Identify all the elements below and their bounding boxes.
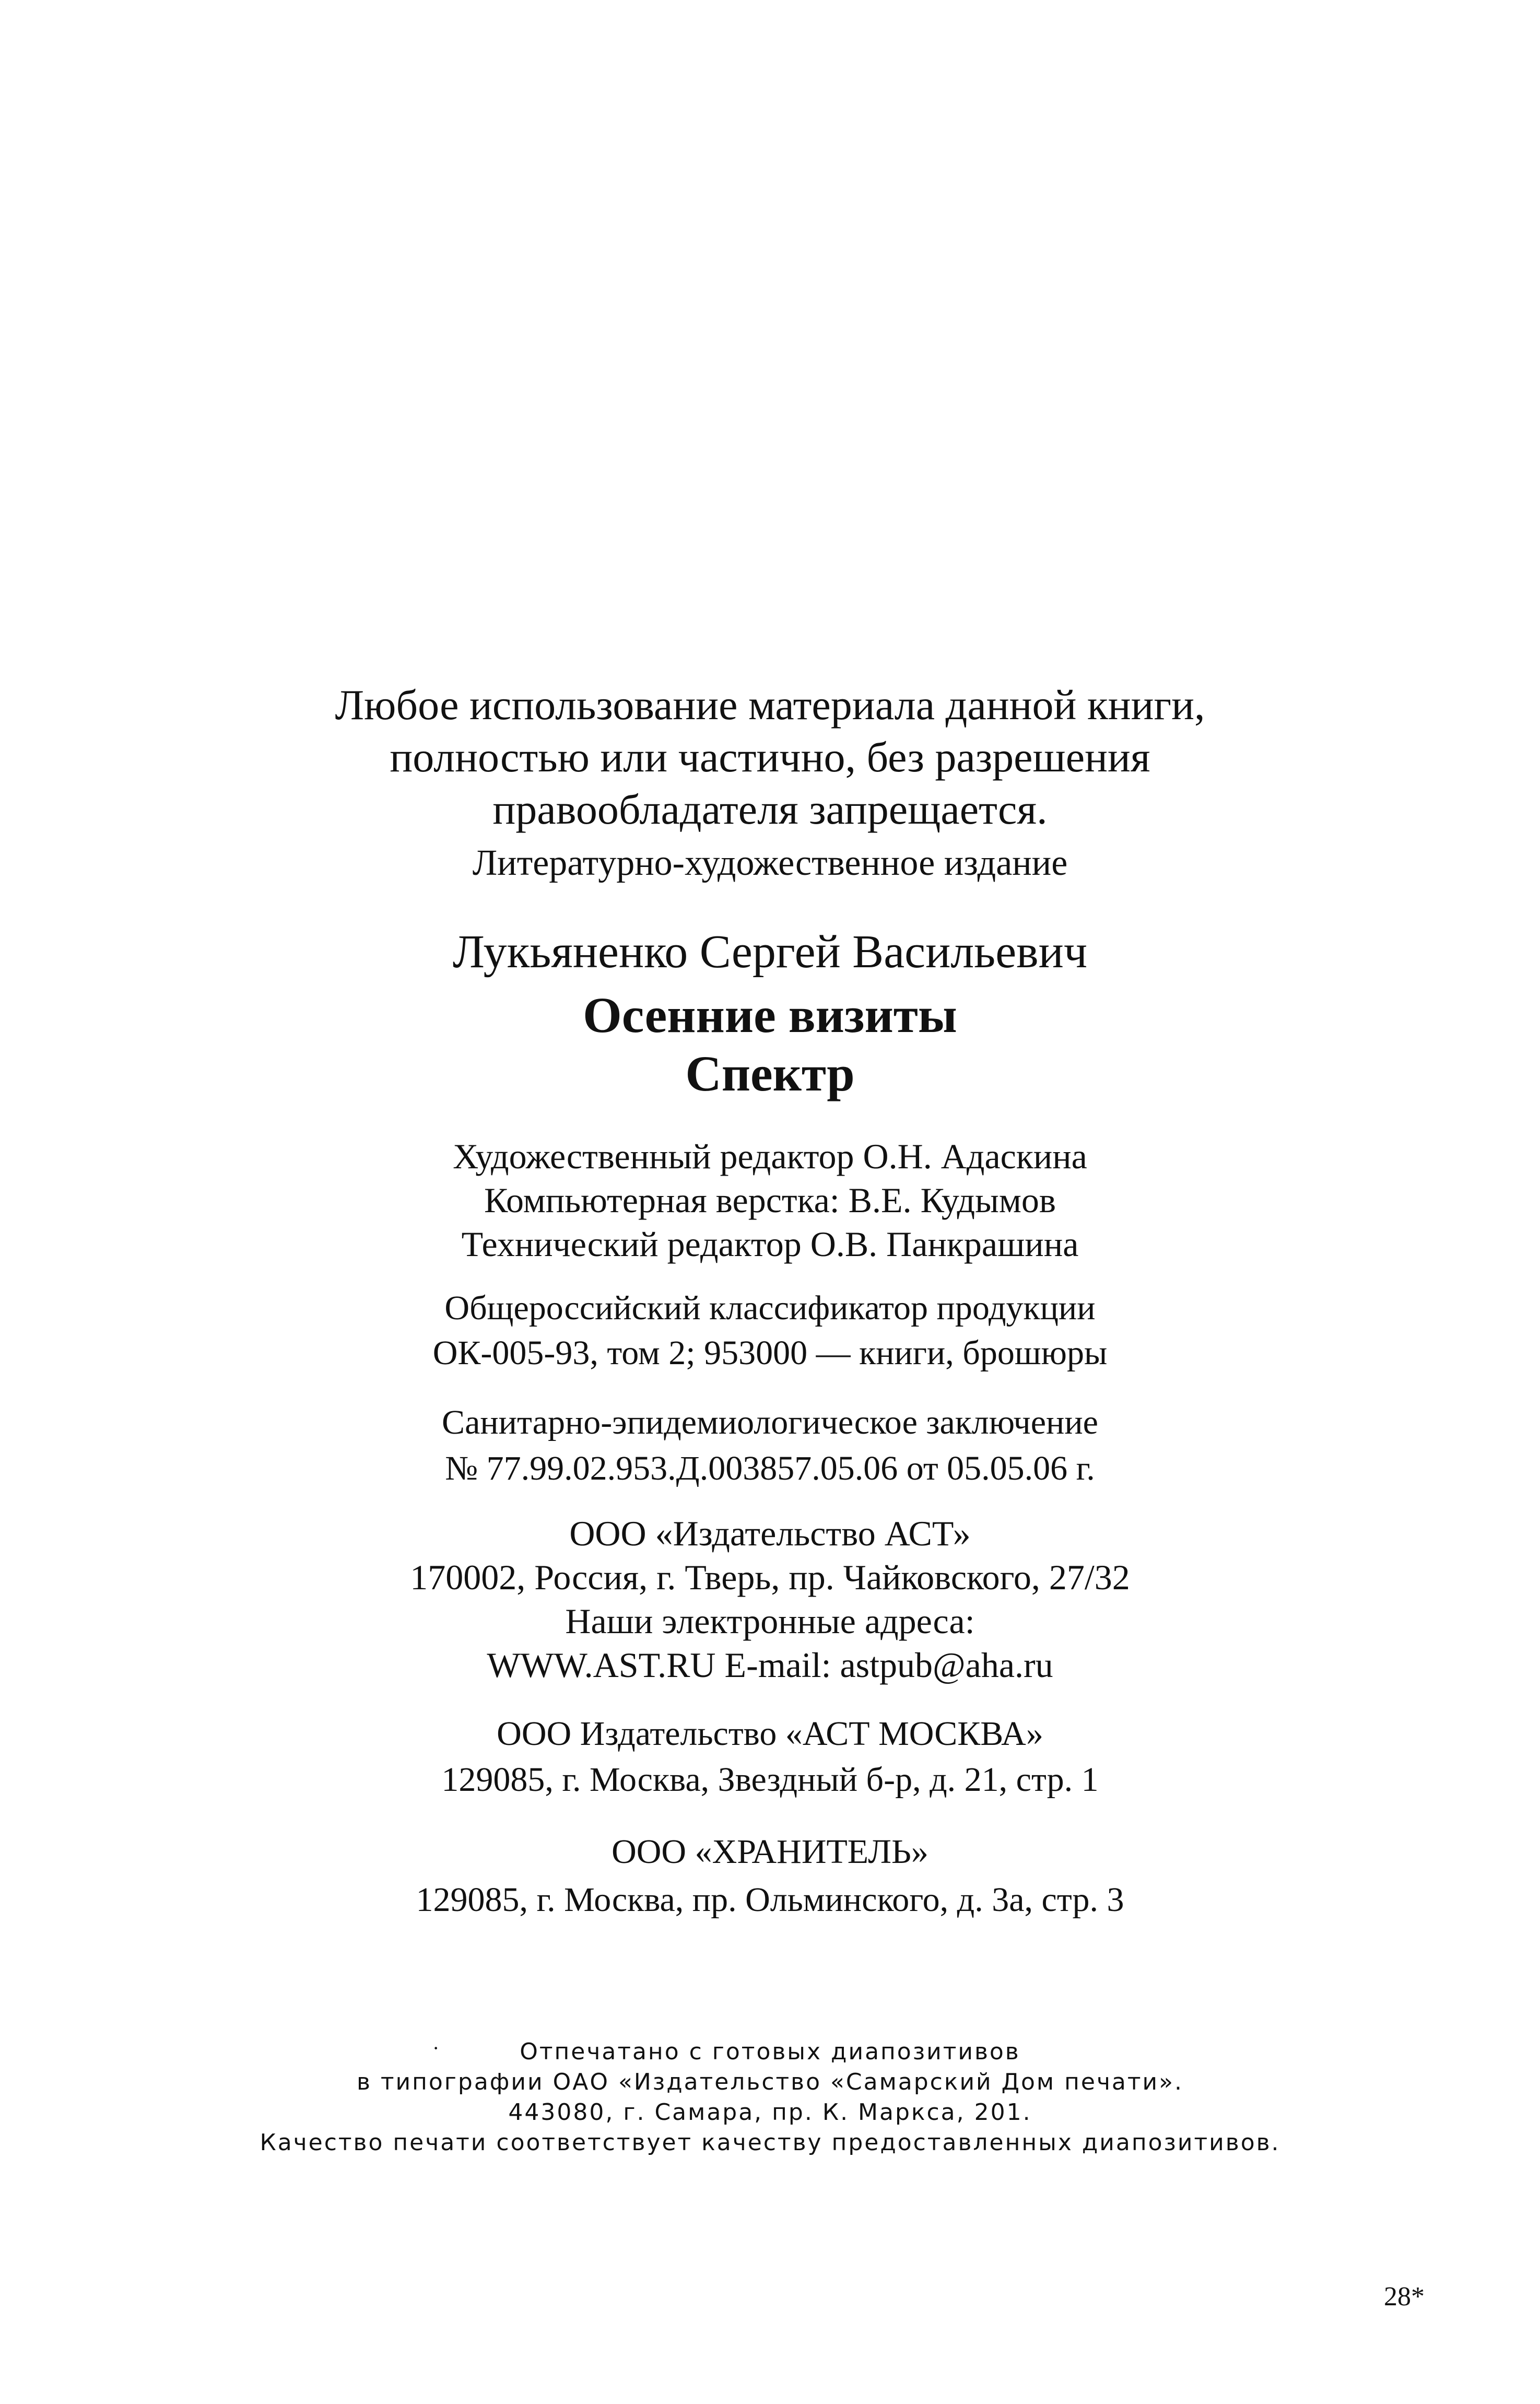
publisher-ast-moskva <box>0 1711 1540 1803</box>
credit-line: Компьютерная верстка: В.Е. Кудымов <box>484 1180 1056 1220</box>
book-title <box>0 986 1540 1103</box>
publisher-line: 129085, г. Москва, Звездный б-р, д. 21, стр. 1 <box>441 1761 1099 1799</box>
author-name-text: Лукьяненко Сергей Васильевич <box>452 926 1088 978</box>
printing-line: 443080, г. Самара, пр. К. Маркса, 201. <box>508 2099 1032 2126</box>
author-name <box>0 923 1540 981</box>
printing-line: Качество печати соответствует качеству предоставленных диапозитивов. <box>260 2129 1280 2156</box>
publisher-line: ООО Издательство «АСТ МОСКВА» <box>497 1715 1043 1753</box>
publisher-line: 170002, Россия, г. Тверь, пр. Чайковского, 27/32 <box>410 1557 1130 1597</box>
publisher-khranitel <box>0 1828 1540 1924</box>
sanitary-line: Санитарно-эпидемиологическое заключение <box>442 1403 1098 1441</box>
edition-genre <box>0 840 1540 887</box>
edition-genre-text: Литературно-художественное издание <box>472 843 1068 883</box>
rights-notice-line: правообладателя запрещается. <box>492 785 1048 833</box>
rights-notice-line: полностью или частично, без разрешения <box>390 733 1150 781</box>
book-title-line: Спектр <box>685 1046 855 1101</box>
product-classifier <box>0 1286 1540 1376</box>
rights-notice-line: Любое использование материала данной книги, <box>335 681 1205 729</box>
rights-notice <box>0 679 1540 836</box>
printing-line: в типографии ОАО «Издательство «Самарский Дом печати». <box>356 2069 1184 2095</box>
publisher-line: ООО «Издательство АСТ» <box>569 1514 971 1553</box>
sanitary-line: № 77.99.02.953.Д.003857.05.06 от 05.05.06 г. <box>445 1449 1095 1487</box>
credit-line: Технический редактор О.В. Панкрашина <box>461 1224 1079 1264</box>
classifier-line: ОК-005-93, том 2; 953000 — книги, брошюры <box>432 1334 1108 1372</box>
credit-line: Художественный редактор О.Н. Адаскина <box>453 1136 1087 1176</box>
publisher-ast <box>0 1511 1540 1687</box>
sanitary-certificate <box>0 1400 1540 1492</box>
signature-mark: 28* <box>1384 2282 1425 2312</box>
editorial-credits <box>0 1134 1540 1266</box>
publisher-line: WWW.AST.RU E-mail: astpub@aha.ru <box>487 1645 1053 1685</box>
publisher-line: ООО «ХРАНИТЕЛЬ» <box>612 1833 928 1871</box>
printing-line: Отпечатано с готовых диапозитивов <box>520 2038 1020 2065</box>
book-title-line: Осенние визиты <box>583 987 957 1043</box>
bullet-mark: · <box>432 2036 440 2060</box>
classifier-line: Общероссийский классификатор продукции <box>444 1289 1096 1327</box>
publisher-line: Наши электронные адреса: <box>565 1601 975 1641</box>
publisher-line: 129085, г. Москва, пр. Ольминского, д. 3а, стр. 3 <box>416 1881 1124 1919</box>
printing-info <box>0 2037 1540 2158</box>
